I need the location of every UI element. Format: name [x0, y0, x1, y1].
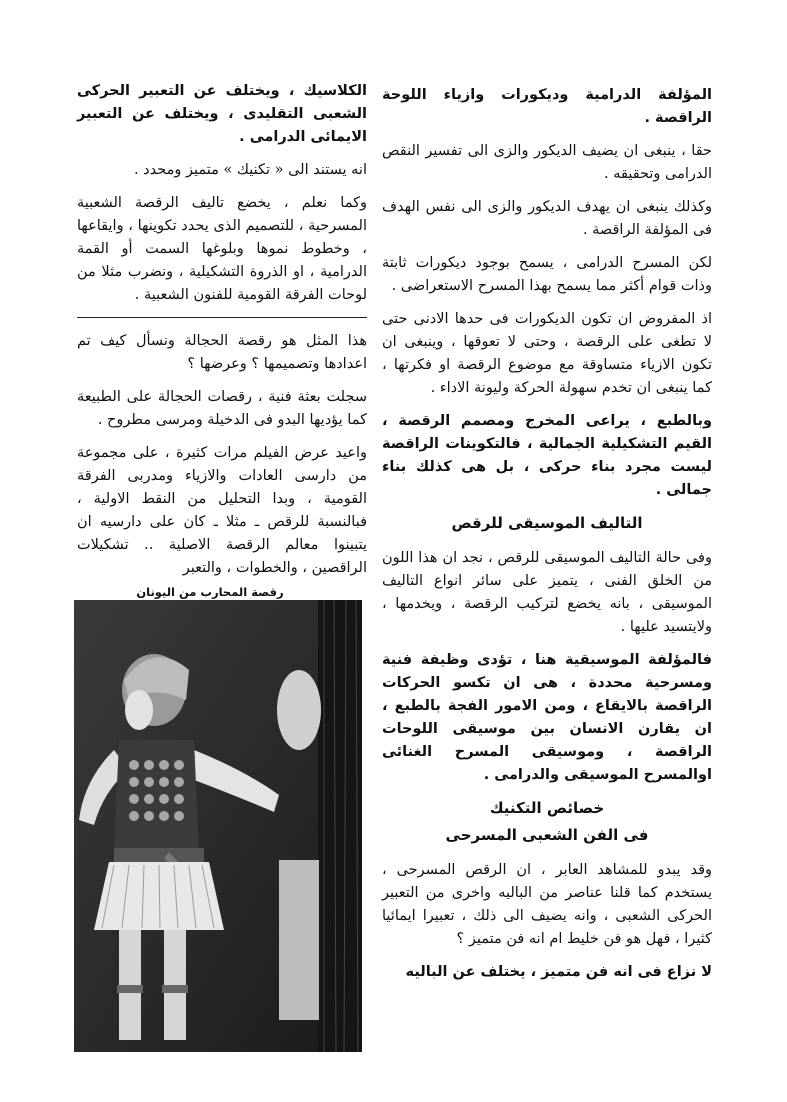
photo-caption: رقصة المحارب من اليونان [136, 585, 284, 599]
section-heading: التاليف الموسيقى للرقص [451, 514, 643, 532]
paragraph-bold: الكلاسيك ، ويختلف عن التعبير الحركى الشعبى التقليدى ، ويختلف عن التعبير الايمائى الدرامى . [77, 83, 367, 145]
paragraph: انه يستند الى « تكنيك » متميز ومحدد . [133, 162, 367, 178]
paragraph: وفى حالة التاليف الموسيقى للرقص ، نجد ان هذا اللون من الخلق الفنى ، يتميز على سائر انواع التاليف الموسيقى ، بانه يخضع لتركيب الرقصة ، ويخدمها ، ولايتسيد عليها . [382, 550, 712, 635]
section-subheading: فى الفن الشعبى المسرحى [445, 826, 649, 844]
dancer-illustration [74, 600, 362, 1052]
paragraph: المؤلفة الدرامية وديكورات وازياء اللوحة الراقصة . [382, 87, 712, 126]
paragraph-bold: لا نزاع فى انه فن متميز ، يختلف عن الباليه [405, 964, 712, 980]
paragraph: سجلت بعثة فنية ، رقصات الحجالة على الطبيعة كما يؤديها البدو فى الدخيلة ومرسى مطروح . [77, 389, 367, 428]
paragraph: اذ المفروض ان تكون الديكورات فى حدها الادنى حتى لا تطغى على الرقصة ، وحتى لا تعوقها ، وينبغى ان تكون الازياء متساوقة مع موضوع الرقصة او فكرتها ، كما ينبغى ان تخدم سهولة الحركة وليونة الاداء . [382, 311, 712, 396]
paragraph: هذا المثل هو رقصة الحجالة ونسأل كيف تم اعدادها وتصميمها ؟ وعرضها ؟ [77, 333, 367, 372]
paragraph: وقد يبدو للمشاهد العابر ، ان الرقص المسرحى ، يستخدم كما قلنا عناصر من الباليه واخرى من التعبير الحركى الشعبى ، وانه يضيف الى ذلك ، تعبيرا ايمائيا كثيرا ، فهل هو فن خليط ام انه فن متميز ؟ [382, 862, 712, 947]
paragraph: وكذلك ينبغى ان يهدف الديكور والزى الى نفس الهدف فى المؤلفة الراقصة . [382, 199, 712, 238]
left-column [77, 80, 367, 590]
paragraph: وكما نعلم ، يخضع تاليف الرقصة الشعبية المسرحية ، للتصميم الذى يحدد تكوينها ، وايقاعها ، وخطوط نموها وبلوغها السمت أو القمة الدرامية ، او الذروة التشكيلية ، ونضرب مثلا من لوحات الفرقة القومية للفنون الشعبية . [77, 195, 367, 303]
paragraph: واعيد عرض الفيلم مرات كثيرة ، على مجموعة من دارسى العادات والازياء ومدربى الفرقة القومية ، وبدا التحليل من النقط الاولية ، فبالنسبة للرقص ـ مثلا ـ كان على دارسيه ان يتبينوا معالم الرقصة الاصلية .. تشكيلات الراقصين ، والخطوات ، والتعبر [77, 445, 367, 576]
paragraph-bold: فالمؤلفة الموسيقية هنا ، تؤدى وظيفة فنية ومسرحية محددة ، هى ان تكسو الحركات الراقصة بالايقاع ، ومن الامور الفجة بالطبع ، ان يقارن الانسان بين موسيقى اللوحات الراقصة ، وموسيقى المسرح الغنائى اوالمسرح الموسيقى والدرامى . [382, 652, 712, 783]
divider [77, 317, 367, 318]
paragraph-bold: وبالطبع ، يراعى المخرج ومصمم الرقصة ، القيم التشكيلية الجمالية ، فالتكوينات الراقصة ليست مجرد بناء حركى ، بل هى كذلك بناء جمالى . [382, 413, 712, 498]
paragraph: لكن المسرح الدرامى ، يسمح بوجود ديكورات ثابتة وذات قوام أكثر مما يسمح بهذا المسرح الاستعراضى . [382, 255, 712, 294]
right-column [382, 84, 712, 994]
paragraph: حقا ، ينبغى ان يضيف الديكور والزى الى تفسير النقص الدرامى وتحقيقه . [382, 143, 712, 182]
dancer-photo [74, 600, 362, 1052]
section-heading: خصائص التكنيك [489, 799, 605, 817]
